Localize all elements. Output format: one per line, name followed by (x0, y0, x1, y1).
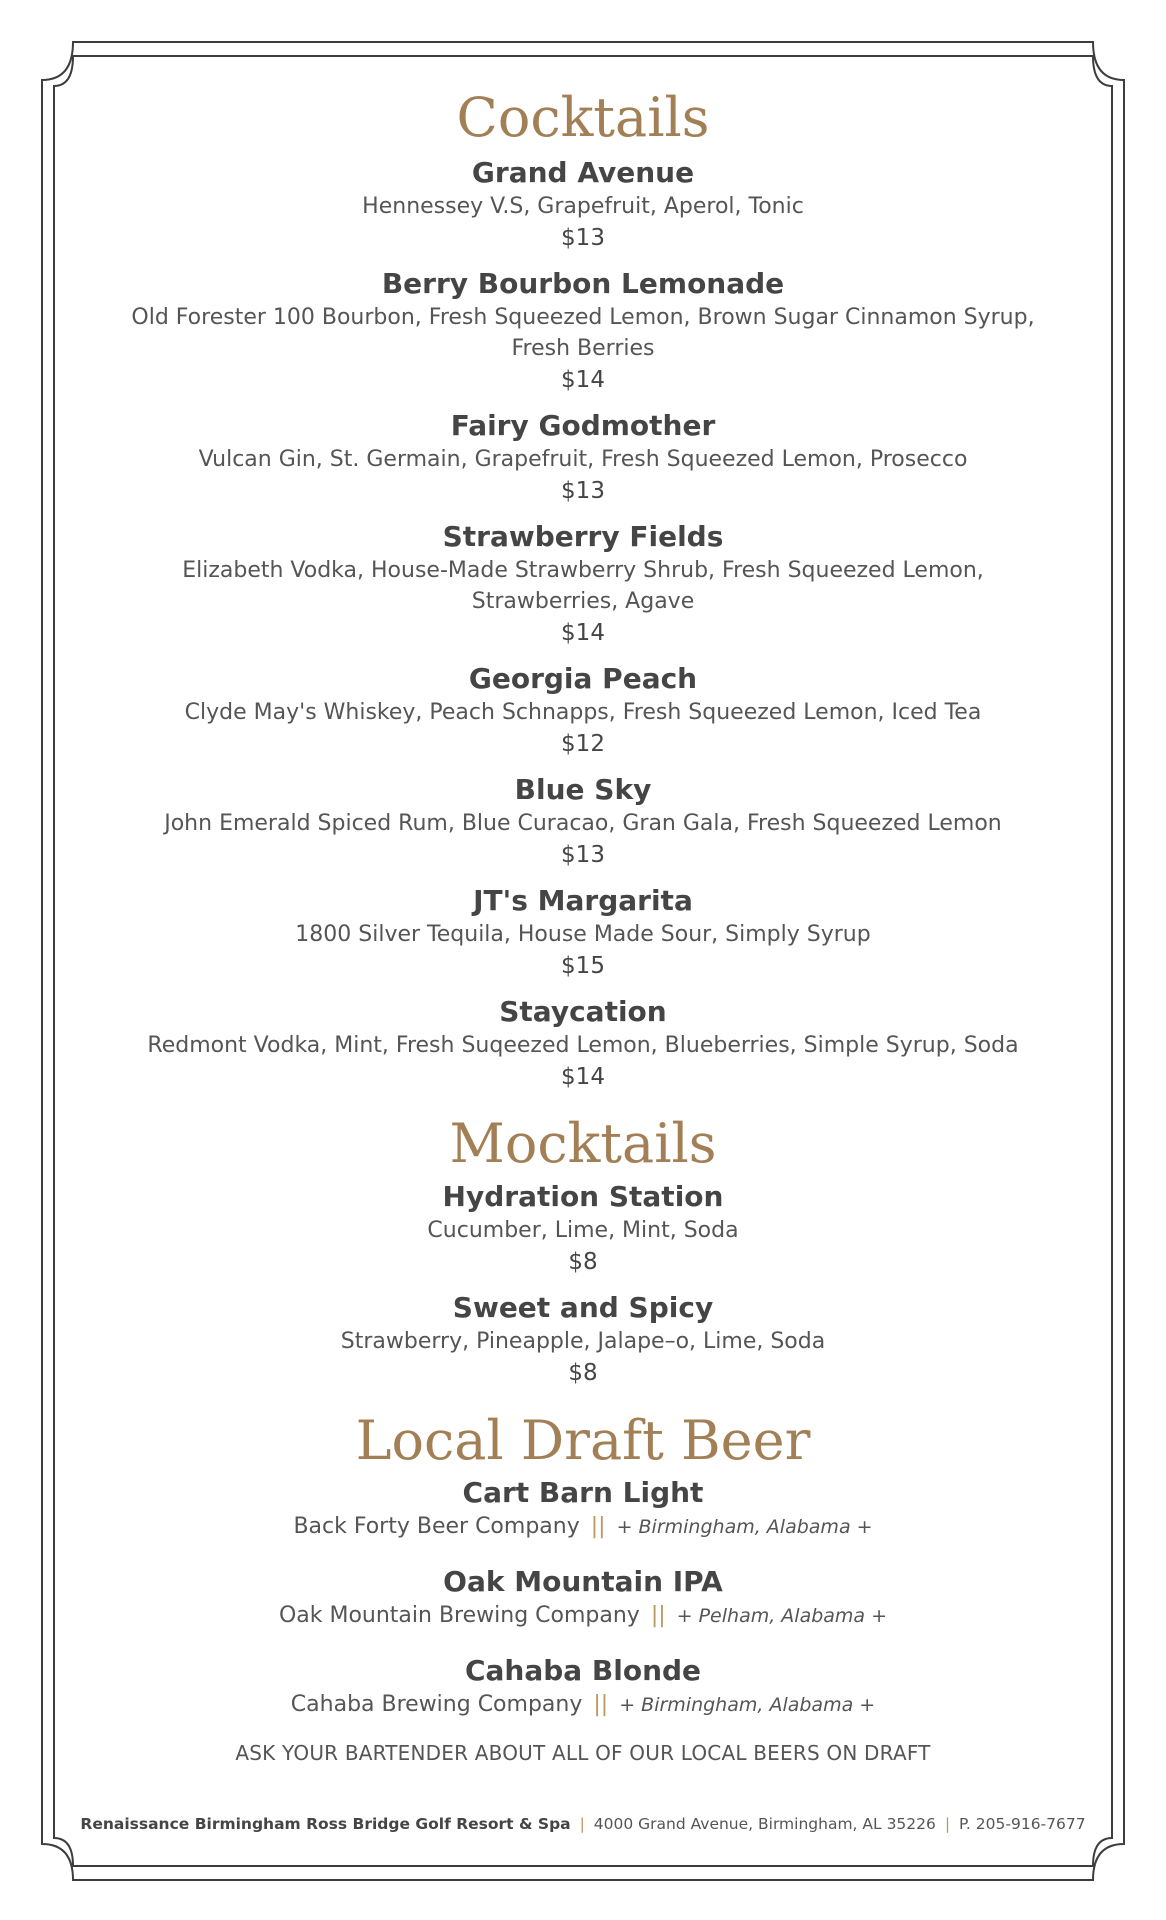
item-name: Hydration Station (442, 1180, 724, 1213)
resort-phone: P. 205-916-7677 (959, 1815, 1086, 1833)
resort-address: 4000 Grand Avenue, Birmingham, AL 35226 (593, 1815, 936, 1833)
item-name: JT's Margarita (473, 884, 693, 917)
mocktails-list (80, 1178, 1086, 1390)
beer-item (80, 1563, 1086, 1632)
brewery-location: + Birmingham, Alabama + (616, 1516, 873, 1538)
menu-item (80, 407, 1086, 508)
item-description: Cucumber, Lime, Mint, Soda (427, 1218, 739, 1243)
item-price: $14 (561, 1064, 605, 1090)
beer-name: Oak Mountain IPA (443, 1565, 723, 1598)
menu-item (80, 1178, 1086, 1279)
footer (60, 1815, 1106, 1833)
beer-name: Cahaba Blonde (464, 1654, 702, 1687)
beer-title: Local Draft Beer (355, 1409, 811, 1472)
brewery-name: Oak Mountain Brewing Company (278, 1603, 640, 1628)
item-description: Hennessey V.S, Grapefruit, Aperol, Tonic (362, 194, 804, 219)
menu-item (80, 1289, 1086, 1390)
item-description: Elizabeth Vodka, House-Made Strawberry Shrub, Fresh Squeezed Lemon, (182, 558, 984, 583)
item-description-line2: Strawberries, Agave (471, 589, 695, 614)
item-price: $13 (561, 478, 605, 504)
cocktails-list (80, 154, 1086, 1094)
beer-item (80, 1652, 1086, 1721)
menu-item (80, 771, 1086, 872)
item-description: Strawberry, Pineapple, Jalape–o, Lime, Soda (340, 1329, 826, 1354)
beer-name: Cart Barn Light (462, 1476, 704, 1509)
beer-details (80, 1689, 1086, 1721)
mocktails-title: Mocktails (449, 1112, 717, 1175)
item-description: John Emerald Spiced Rum, Blue Curacao, Gran Gala, Fresh Squeezed Lemon (164, 811, 1002, 836)
menu-item (80, 882, 1086, 983)
item-price: $8 (568, 1360, 598, 1386)
menu-content (80, 78, 1086, 1765)
item-name: Staycation (499, 995, 667, 1028)
item-name: Fairy Godmother (450, 409, 716, 442)
item-price: $8 (568, 1249, 598, 1275)
brewery-location: + Birmingham, Alabama + (619, 1694, 876, 1716)
menu-item (80, 265, 1086, 397)
item-description: 1800 Silver Tequila, House Made Sour, Simply Syrup (295, 922, 871, 947)
item-name: Berry Bourbon Lemonade (381, 267, 785, 300)
bartender-note: ASK YOUR BARTENDER ABOUT ALL OF OUR LOCAL BEERS ON DRAFT (235, 1741, 931, 1765)
item-name: Sweet and Spicy (452, 1291, 714, 1324)
cocktails-title: Cocktails (456, 86, 710, 149)
separator: || (650, 1603, 666, 1628)
item-price: $14 (561, 620, 605, 646)
item-description: Old Forester 100 Bourbon, Fresh Squeezed Lemon, Brown Sugar Cinnamon Syrup, (131, 305, 1035, 330)
item-description-line2: Fresh Berries (511, 336, 655, 361)
brewery-location: + Pelham, Alabama + (676, 1605, 888, 1627)
item-name: Georgia Peach (468, 662, 698, 695)
menu-item (80, 993, 1086, 1094)
beer-details (80, 1600, 1086, 1632)
item-description: Redmont Vodka, Mint, Fresh Suqeezed Lemon, Blueberries, Simple Syrup, Soda (147, 1033, 1019, 1058)
separator: || (593, 1692, 609, 1717)
item-price: $14 (561, 367, 605, 393)
brewery-name: Back Forty Beer Company (293, 1514, 580, 1539)
item-description: Vulcan Gin, St. Germain, Grapefruit, Fresh Squeezed Lemon, Prosecco (198, 447, 968, 472)
item-name: Strawberry Fields (442, 520, 724, 553)
item-price: $13 (561, 225, 605, 251)
separator: || (590, 1514, 606, 1539)
item-price: $13 (561, 842, 605, 868)
item-price: $12 (561, 731, 605, 757)
item-name: Grand Avenue (471, 156, 695, 189)
item-price: $15 (561, 953, 605, 979)
footer-separator: | (944, 1815, 951, 1833)
resort-name: Renaissance Birmingham Ross Bridge Golf Resort & Spa (80, 1815, 571, 1833)
menu-item (80, 154, 1086, 255)
menu-item (80, 660, 1086, 761)
footer-separator: | (579, 1815, 585, 1833)
beer-item (80, 1474, 1086, 1543)
beer-list (80, 1474, 1086, 1721)
menu-item (80, 518, 1086, 650)
item-description: Clyde May's Whiskey, Peach Schnapps, Fresh Squeezed Lemon, Iced Tea (184, 700, 982, 725)
brewery-name: Cahaba Brewing Company (290, 1692, 583, 1717)
beer-details (80, 1511, 1086, 1543)
item-name: Blue Sky (514, 773, 652, 806)
